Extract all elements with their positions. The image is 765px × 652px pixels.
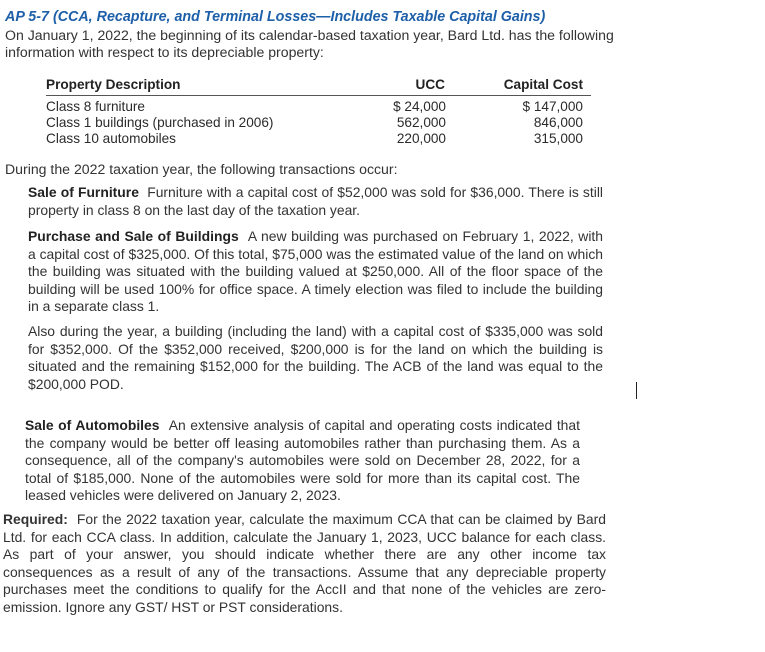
cell-description: Class 8 furniture [46,99,145,114]
cell-ucc: 562,000 [396,115,446,130]
section-text: Furniture with a capital cost of $52,000 was sold for $36,000. There is still property in class 8 on the last day of the taxation year. [28,184,603,218]
table-row [46,99,591,115]
section-heading: Sale of Furniture [28,184,139,200]
section-text: A new building was purchased on February 1, 2022, with a capital cost of $325,000. Of this total, $75,000 was the estimated value of the land on which the building was situated with the building valued at $250,000. All of the floor space of the building will be used 100% for office space. A timely election was filed to include the building in a separate class 1. [28,228,604,314]
required-text: For the 2022 taxation year, calculate the maximum CCA that can be claimed by Bard Ltd. for each CCA class. In addition, calculate the January 1, 2023, UCC balance for each class. As part of your answer, you should indicate whether there are any other income tax consequences as a result of any of the transactions. Assume that any depreciable property purchases meet the conditions to qualify for the AccII and that none of the vehicles are zero-emission. Ignore any GST/ HST or PST considerations. [3,511,607,615]
cell-ucc: 220,000 [396,131,446,146]
header-description: Property Description [46,77,181,92]
table-row [46,131,591,147]
cell-ucc: $ 24,000 [393,99,446,114]
section-heading: Sale of Automobiles [25,417,160,433]
required-label: Required: [3,511,68,527]
cell-description: Class 10 automobiles [46,131,176,146]
section-sale-of-automobiles [25,417,580,505]
header-capital-cost: Capital Cost [503,77,583,92]
cell-description: Class 1 buildings (purchased in 2006) [46,115,274,130]
header-ucc: UCC [415,77,445,92]
problem-title: AP 5-7 (CCA, Recapture, and Terminal Losses—Includes Taxable Capital Gains) [5,9,546,25]
table-body [46,96,591,147]
section-building-sale [28,323,603,393]
problem-intro: On January 1, 2022, the beginning of its calendar-based taxation year, Bard Ltd. has the following information with respect to its depreciable property: [5,27,614,60]
section-heading: Purchase and Sale of Buildings [28,228,239,244]
section-text: Also during the year, a building (including the land) with a capital cost of $335,000 was sold for $352,000. Of the $352,000 received, $200,000 is for the land on which the building is situated and the remaining $152,000 for the building. The ACB of the land was equal to the $200,000 POD. [28,323,603,392]
section-purchase-and-sale-of-buildings [28,228,603,316]
text-cursor [636,382,637,399]
cell-capital-cost: 846,000 [533,115,583,130]
cell-capital-cost: $ 147,000 [522,99,583,114]
required-section [3,511,606,616]
table-header [46,75,591,96]
section-text: An extensive analysis of capital and operating costs indicated that the company would be better off leasing automobiles rather than purchasing them. As a consequence, all of the company's automobiles were sold on December 28, 2022, for a total of $185,000. None of the automobiles were sold for more than its capital cost. The leased vehicles were delivered on January 2, 2023. [25,417,580,503]
transactions-intro: During the 2022 taxation year, the following transactions occur: [5,161,398,177]
table-row [46,115,591,131]
cell-capital-cost: 315,000 [533,131,583,146]
property-table [46,75,591,147]
section-sale-of-furniture [28,184,603,219]
